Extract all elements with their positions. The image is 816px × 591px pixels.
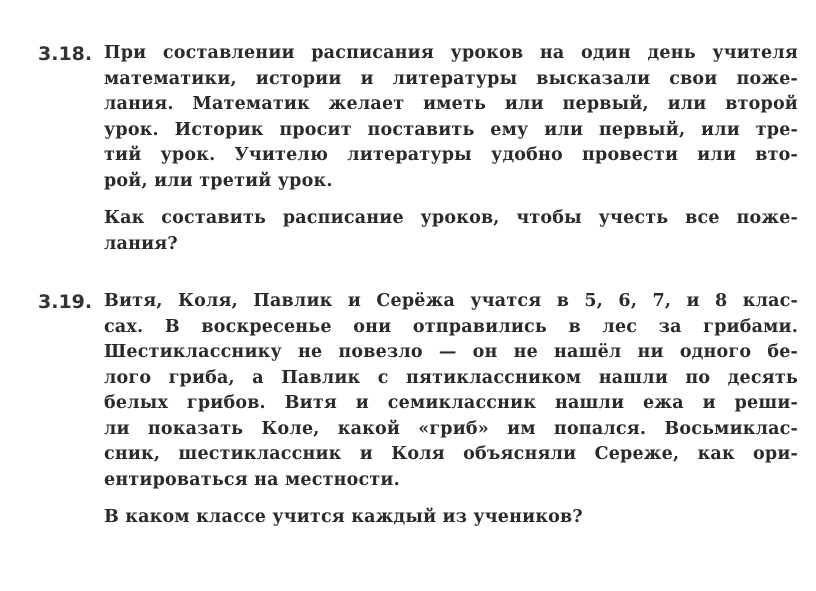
text-line: Как составить расписание уроков, чтобы учесть все поже- — [104, 208, 798, 228]
text-line: рой, или третий урок. — [104, 170, 333, 191]
text-line: сник, шестиклассник и Коля объясняли Сереже, как ори- — [104, 444, 798, 464]
text-line: тий урок. Учителю литературы удобно провести или вто- — [104, 145, 798, 165]
problem-text — [104, 41, 798, 257]
text-line: В каком классе учится каждый из учеников? — [104, 507, 583, 527]
text-line: Шестикласснику не повезло — он не нашёл ни одного бе- — [104, 342, 798, 362]
text-line: ентироваться на местности. — [104, 469, 400, 490]
text-line: сах. В воскресенье они отправились в лес за грибами. — [104, 316, 798, 337]
problem-3-19 — [38, 289, 798, 531]
text-line: Витя, Коля, Павлик и Серёжа учатся в 5, 6, 7, и 8 клас- — [104, 291, 798, 311]
problem-question — [104, 206, 798, 257]
text-line: урок. Историк просит поставить ему или первый, или тре- — [104, 119, 798, 140]
text-line: ли показать Коле, какой «гриб» им попался. Восьмиклас- — [104, 418, 798, 439]
problem-number: 3.19. — [38, 291, 93, 313]
text-line: лания. Математик желает иметь или первый, или второй — [104, 94, 798, 114]
text-line: лания? — [104, 233, 178, 254]
text-line: лого гриба, а Павлик с пятиклассником нашли по десять — [104, 367, 798, 388]
text-line: математики, истории и литературы высказали свои поже- — [104, 68, 798, 89]
text-line: белых грибов. Витя и семиклассник нашли ежа и реши- — [104, 393, 798, 413]
problem-number: 3.18. — [38, 43, 93, 65]
text-line: При составлении расписания уроков на один день учителя — [104, 43, 798, 63]
problem-question — [104, 505, 798, 531]
problem-text — [104, 289, 798, 531]
problem-3-18 — [38, 41, 798, 257]
